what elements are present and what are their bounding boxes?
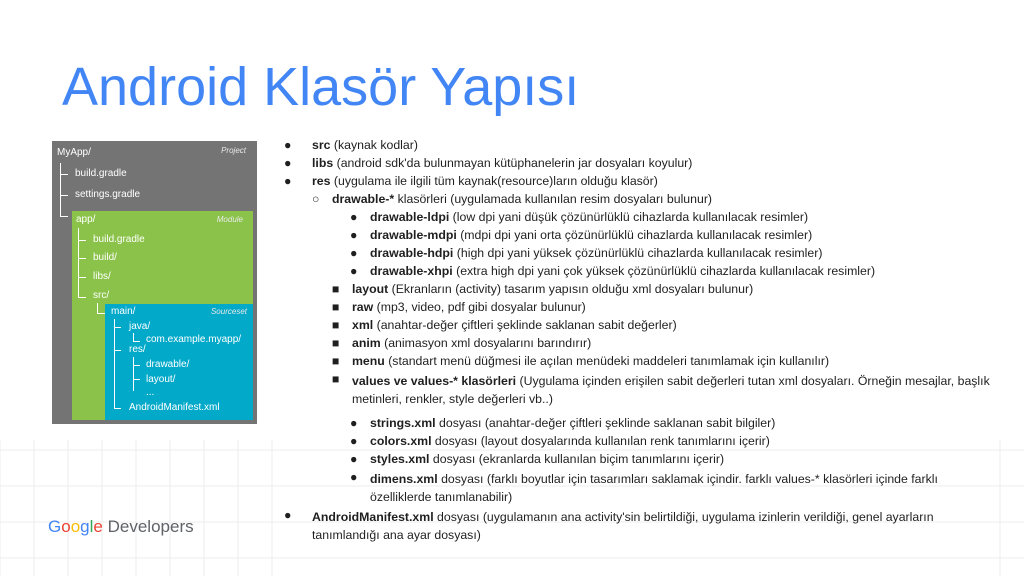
tree-line (114, 327, 121, 328)
list-item (284, 354, 829, 368)
item-keyword: colors.xml (370, 434, 432, 448)
tree-line (133, 379, 140, 380)
bullet-dot: ● (284, 508, 292, 522)
tree-line (78, 258, 86, 259)
item-text: (uygulama ile ilgili tüm kaynak(resource)ların olduğu klasör) (330, 174, 658, 188)
item-keyword: values ve values-* klasörleri (352, 374, 517, 388)
tree-line (114, 350, 121, 351)
tree-res: res/ (129, 344, 146, 355)
tree-app: app/ (76, 214, 96, 225)
tree-libs: libs/ (93, 271, 111, 282)
item-text: (standart menü düğmesi ile açılan menüdeki maddeleri tanımlamak için kullanılır) (384, 354, 830, 368)
list-item (284, 174, 658, 188)
item-keyword: menu (352, 354, 385, 368)
list-item (284, 470, 1004, 506)
tree-main: main/ (111, 306, 136, 317)
item-keyword: drawable-* (332, 192, 395, 206)
developers-label: Developers (107, 517, 194, 536)
tree-settings-gradle: settings.gradle (75, 189, 141, 200)
tree-src: src/ (93, 290, 110, 301)
bullet-square: ■ (332, 372, 340, 386)
sourceset-tag: Sourceset (210, 307, 247, 316)
tree-root: MyApp/ (57, 147, 91, 158)
google-wordmark: Google (48, 517, 103, 536)
bullet-square: ■ (332, 300, 340, 314)
tree-line (133, 341, 140, 342)
list-item (284, 210, 808, 224)
list-item (284, 228, 812, 242)
item-text: (kaynak kodlar) (330, 138, 418, 152)
item-keyword: AndroidManifest.xml (312, 510, 434, 524)
item-text: (mp3, video, pdf gibi dosyalar bulunur) (373, 300, 586, 314)
module-tag: Module (216, 215, 243, 224)
tree-line (97, 303, 98, 313)
folder-structure-diagram (52, 141, 257, 424)
list-item (284, 434, 770, 448)
tree-ellipsis: ... (146, 387, 155, 398)
tree-line (114, 319, 115, 408)
list-item (284, 264, 875, 278)
bullet-dot: ● (350, 434, 358, 448)
list-item (284, 372, 1004, 408)
bullet-square: ■ (332, 354, 340, 368)
tree-line (78, 277, 86, 278)
item-keyword: res (312, 174, 331, 188)
bullet-dot: ● (284, 174, 292, 188)
tree-app-build-gradle: build.gradle (93, 234, 145, 245)
tree-line (78, 297, 86, 298)
item-text: dosyası (uygulamanın ana activity'sin belirtildiği, uygulama izinlerin verildiği, genel ayarların tanımlandığı ana ayar dosyası) (312, 510, 934, 542)
item-text: (Ekranların (activity) tasarım yapısın olduğu xml dosyaları bulunur) (388, 282, 754, 296)
bullet-dot: ● (350, 452, 358, 466)
item-text: (animasyon xml dosyalarını barındırır) (380, 336, 592, 350)
tree-line (60, 163, 61, 216)
item-text: dosyası (ekranlarda kullanılan biçim tanımlarını içerir) (429, 452, 725, 466)
tree-package: com.example.myapp/ (146, 334, 242, 345)
bullet-square: ■ (332, 282, 340, 296)
sourceset-box (105, 304, 253, 420)
item-text: (anahtar-değer çiftleri şeklinde saklanan sabit değerler) (373, 318, 677, 332)
item-keyword: strings.xml (370, 416, 436, 430)
item-keyword: drawable-hdpi (370, 246, 454, 260)
tree-line (114, 408, 121, 409)
item-keyword: anim (352, 336, 381, 350)
tree-line (133, 333, 134, 341)
item-text: (Uygulama içinden erişilen sabit değerleri tutan xml dosyaları. Örneğin mesajlar, başlık metinleri, renkler, style değerleri vb..) (352, 374, 990, 406)
item-text: (extra high dpi yani çok yüksek çözünürlüklü cihazlarda kullanılacak resimler) (452, 264, 876, 278)
bullet-dot: ● (350, 264, 358, 278)
project-tag: Project (221, 146, 246, 155)
item-text: dosyası (farklı boyutlar için tasarımları saklamak içindir. farklı values-* klasörleri içinde farklı özelliklerde tanımlanabilir) (370, 472, 938, 504)
list-item (284, 156, 692, 170)
tree-drawable: drawable/ (146, 359, 190, 370)
tree-line (133, 357, 134, 391)
item-text: (high dpi yani yüksek çözünürlüklü cihazlarda kullanılacak resimler) (453, 246, 823, 260)
item-keyword: raw (352, 300, 374, 314)
item-keyword: layout (352, 282, 389, 296)
tree-line (60, 174, 68, 175)
item-text: (mdpi dpi yani orta çözünürlüklü cihazlarda kullanılacak resimler) (456, 228, 813, 242)
bullet-square: ■ (332, 336, 340, 350)
list-item (284, 416, 775, 430)
item-keyword: src (312, 138, 331, 152)
list-item (284, 336, 591, 350)
tree-line (78, 228, 79, 298)
tree-build: build/ (93, 252, 117, 263)
tree-line (60, 195, 68, 196)
tree-line (60, 216, 68, 217)
item-text: klasörleri (uygulamada kullanılan resim dosyaları bulunur) (394, 192, 713, 206)
list-item (284, 246, 822, 260)
tree-build-gradle: build.gradle (75, 168, 127, 179)
item-keyword: dimens.xml (370, 472, 438, 486)
tree-layout: layout/ (146, 374, 176, 385)
item-text: (android sdk'da bulunmayan kütüphanelerin jar dosyaları koyulur) (333, 156, 693, 170)
item-keyword: drawable-ldpi (370, 210, 450, 224)
item-keyword: drawable-xhpi (370, 264, 453, 278)
list-item (284, 300, 586, 314)
item-keyword: styles.xml (370, 452, 430, 466)
item-text: dosyası (anahtar-değer çiftleri şeklinde saklanan sabit bilgiler) (435, 416, 776, 430)
tree-java: java/ (129, 321, 151, 332)
bullet-dot: ● (350, 246, 358, 260)
list-item (284, 318, 677, 332)
bullet-dot: ● (350, 228, 358, 242)
tree-line (133, 365, 140, 366)
tree-line (78, 240, 86, 241)
list-item (284, 138, 418, 152)
google-developers-logo (48, 517, 194, 537)
item-keyword: libs (312, 156, 334, 170)
list-item (284, 508, 1004, 544)
item-keyword: xml (352, 318, 374, 332)
bullet-circle: ○ (312, 192, 320, 206)
bullet-square: ■ (332, 318, 340, 332)
bullet-dot: ● (350, 210, 358, 224)
page-title: Android Klasör Yapısı (62, 57, 580, 117)
item-keyword: drawable-mdpi (370, 228, 457, 242)
bullet-dot: ● (284, 156, 292, 170)
bullet-dot: ● (350, 416, 358, 430)
item-text: (low dpi yani düşük çözünürlüklü cihazlarda kullanılacak resimler) (449, 210, 809, 224)
item-text: dosyası (layout dosyalarında kullanılan renk tanımlarını içerir) (431, 434, 770, 448)
bullet-dot: ● (284, 138, 292, 152)
bullet-dot: ● (350, 470, 358, 484)
list-item (284, 282, 753, 296)
list-item (284, 192, 712, 206)
tree-manifest: AndroidManifest.xml (129, 402, 220, 413)
list-item (284, 452, 724, 466)
tree-line (97, 313, 105, 314)
